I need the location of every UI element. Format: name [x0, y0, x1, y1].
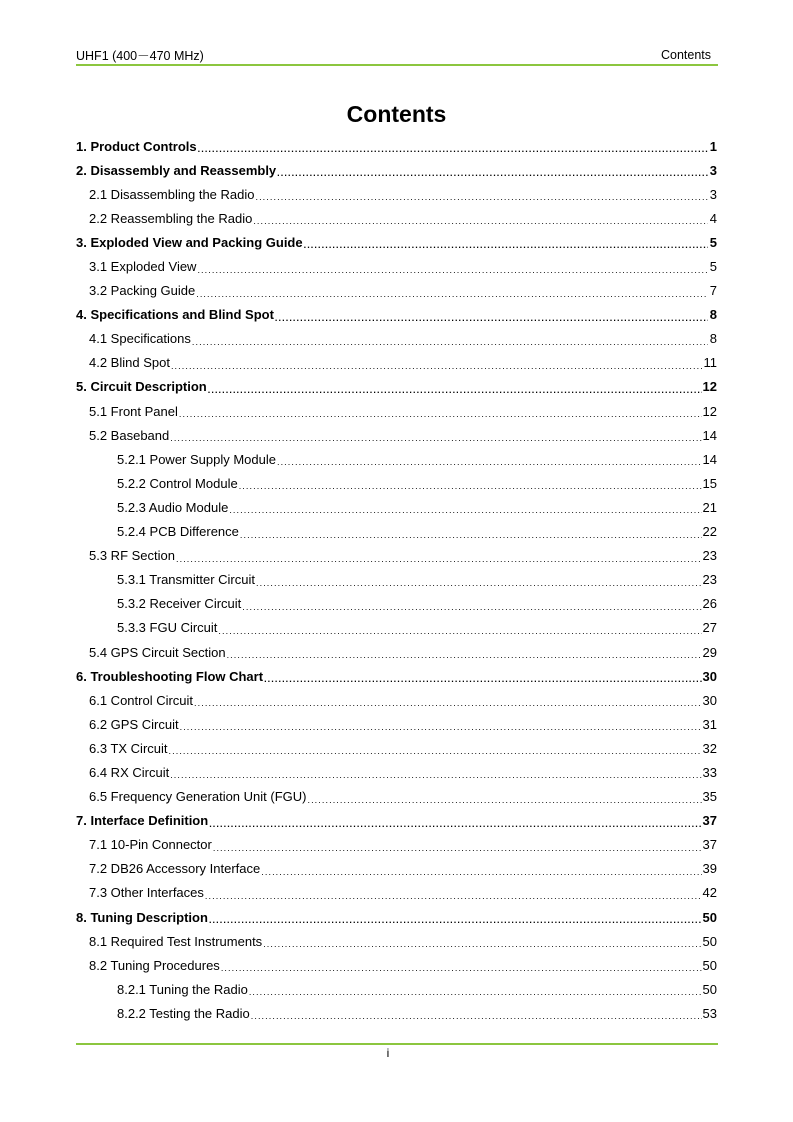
toc-entry[interactable] — [76, 399, 717, 423]
toc-entry-label: 4.1 Specifications — [89, 331, 191, 347]
toc-entry[interactable] — [76, 953, 717, 977]
toc-entry-page: 29 — [702, 644, 717, 660]
toc-dot-leader — [261, 867, 701, 877]
toc-entry[interactable] — [76, 230, 717, 254]
toc-dot-leader — [213, 843, 702, 853]
toc-entry-page: 12 — [702, 379, 717, 395]
toc-dot-leader — [176, 554, 702, 564]
toc-dot-leader — [196, 289, 708, 299]
toc-entry-label: 5.4 GPS Circuit Section — [89, 644, 226, 660]
header-document-title: UHF1 (400－470 MHz) — [76, 49, 204, 63]
toc-entry-label: 7.3 Other Interfaces — [89, 885, 204, 901]
toc-entry-page: 7 — [709, 283, 717, 299]
header-section-title: Contents — [660, 48, 711, 62]
toc-entry[interactable] — [76, 327, 717, 351]
toc-entry[interactable] — [76, 351, 717, 375]
toc-entry[interactable] — [76, 977, 717, 1001]
toc-entry-page: 30 — [702, 692, 717, 708]
toc-entry-page: 53 — [702, 1005, 717, 1021]
toc-dot-leader — [171, 361, 703, 371]
toc-entry-label: 7.2 DB26 Accessory Interface — [89, 861, 261, 877]
toc-entry-label: 6.1 Control Circuit — [89, 692, 194, 708]
toc-entry-label: 5.3.3 FGU Circuit — [117, 620, 218, 636]
toc-entry[interactable] — [76, 471, 717, 495]
toc-entry-page: 1 — [709, 138, 717, 154]
toc-dot-leader — [218, 626, 701, 636]
toc-entry[interactable] — [76, 785, 717, 809]
toc-dot-leader — [255, 192, 708, 202]
toc-entry-label: 5.3.2 Receiver Circuit — [117, 596, 242, 612]
toc-dot-leader — [307, 795, 701, 805]
toc-entry-page: 50 — [702, 933, 717, 949]
toc-entry-page: 26 — [702, 596, 717, 612]
toc-entry[interactable] — [76, 447, 717, 471]
toc-dot-leader — [227, 650, 702, 660]
toc-dot-leader — [170, 770, 701, 780]
toc-entry-page: 37 — [702, 813, 717, 829]
toc-entry-label: 5.2 Baseband — [89, 427, 170, 443]
toc-entry[interactable] — [76, 568, 717, 592]
toc-entry[interactable] — [76, 929, 717, 953]
toc-entry[interactable] — [76, 206, 717, 230]
toc-entry-page: 8 — [709, 307, 717, 323]
toc-entry-page: 39 — [702, 861, 717, 877]
toc-dot-leader — [264, 674, 701, 684]
toc-entry-page: 14 — [702, 427, 717, 443]
toc-dot-leader — [205, 891, 702, 901]
toc-dot-leader — [229, 505, 701, 515]
toc-entry[interactable] — [76, 664, 717, 688]
toc-entry-page: 33 — [702, 764, 717, 780]
toc-entry-label: 6.3 TX Circuit — [89, 740, 168, 756]
toc-entry-page: 23 — [702, 572, 717, 588]
toc-entry[interactable] — [76, 544, 717, 568]
toc-dot-leader — [197, 265, 708, 275]
toc-entry-label: 5.2.3 Audio Module — [117, 499, 229, 515]
header-rule — [76, 64, 718, 66]
toc-dot-leader — [169, 746, 702, 756]
toc-entry[interactable] — [76, 423, 717, 447]
toc-entry[interactable] — [76, 303, 717, 327]
toc-entry-label: 4.2 Blind Spot — [89, 355, 170, 371]
toc-dot-leader — [242, 602, 701, 612]
toc-entry-label: 1. Product Controls — [76, 138, 197, 154]
toc-entry-page: 4 — [709, 210, 717, 226]
toc-entry-page: 35 — [702, 789, 717, 805]
toc-entry-page: 3 — [709, 186, 717, 202]
toc-entry-label: 5. Circuit Description — [76, 379, 207, 395]
toc-entry[interactable] — [76, 688, 717, 712]
toc-entry[interactable] — [76, 134, 717, 158]
toc-entry-label: 2.1 Disassembling the Radio — [89, 186, 255, 202]
toc-entry[interactable] — [76, 760, 717, 784]
toc-dot-leader — [208, 385, 702, 395]
toc-dot-leader — [277, 168, 708, 178]
toc-entry[interactable] — [76, 520, 717, 544]
toc-entry-label: 8.1 Required Test Instruments — [89, 933, 263, 949]
toc-entry-label: 8.2 Tuning Procedures — [89, 957, 220, 973]
toc-dot-leader — [209, 819, 701, 829]
toc-entry-label: 6.5 Frequency Generation Unit (FGU) — [89, 789, 307, 805]
page-header — [76, 46, 717, 64]
toc-entry[interactable] — [76, 375, 717, 399]
toc-entry-label: 5.3 RF Section — [89, 548, 175, 564]
toc-entry-label: 5.2.4 PCB Difference — [117, 524, 239, 540]
toc-entry[interactable] — [76, 905, 717, 929]
toc-entry-page: 3 — [709, 162, 717, 178]
toc-entry-label: 7.1 10-Pin Connector — [89, 837, 212, 853]
toc-entry-page: 23 — [702, 548, 717, 564]
toc-dot-leader — [240, 530, 702, 540]
toc-entry-label: 3.2 Packing Guide — [89, 283, 196, 299]
toc-entry[interactable] — [76, 712, 717, 736]
table-of-contents — [76, 134, 717, 1025]
toc-dot-leader — [180, 722, 702, 732]
toc-entry-page: 37 — [702, 837, 717, 853]
toc-entry-label: 5.2.1 Power Supply Module — [117, 451, 276, 467]
toc-dot-leader — [170, 433, 701, 443]
toc-entry-page: 50 — [702, 981, 717, 997]
toc-entry-page: 12 — [702, 403, 717, 419]
toc-entry-page: 11 — [703, 355, 717, 371]
toc-entry-label: 5.3.1 Transmitter Circuit — [117, 572, 255, 588]
toc-dot-leader — [198, 144, 708, 154]
toc-entry[interactable] — [76, 279, 717, 303]
toc-dot-leader — [263, 939, 701, 949]
page-title: Contents — [346, 101, 447, 127]
toc-entry-page: 31 — [702, 716, 717, 732]
toc-dot-leader — [249, 987, 702, 997]
toc-entry[interactable] — [76, 809, 717, 833]
toc-dot-leader — [275, 313, 708, 323]
toc-entry-label: 8. Tuning Description — [76, 909, 208, 925]
toc-entry-page: 42 — [702, 885, 717, 901]
toc-dot-leader — [221, 963, 702, 973]
toc-entry[interactable] — [76, 881, 717, 905]
toc-entry-label: 2.2 Reassembling the Radio — [89, 210, 253, 226]
toc-entry[interactable] — [76, 1001, 717, 1025]
toc-entry[interactable] — [76, 182, 717, 206]
toc-dot-leader — [251, 1011, 702, 1021]
toc-dot-leader — [239, 481, 702, 491]
toc-dot-leader — [194, 698, 701, 708]
toc-entry-label: 3. Exploded View and Packing Guide — [76, 234, 303, 250]
toc-entry-label: 8.2.1 Tuning the Radio — [117, 981, 248, 997]
toc-entry[interactable] — [76, 857, 717, 881]
toc-entry-label: 5.2.2 Control Module — [117, 475, 238, 491]
toc-entry-label: 6.2 GPS Circuit — [89, 716, 179, 732]
toc-dot-leader — [192, 337, 708, 347]
toc-dot-leader — [209, 915, 702, 925]
toc-dot-leader — [253, 216, 708, 226]
toc-dot-leader — [277, 457, 702, 467]
footer-rule — [76, 1043, 718, 1045]
toc-entry-page: 50 — [702, 957, 717, 973]
toc-entry[interactable] — [76, 495, 717, 519]
toc-entry-page: 50 — [702, 909, 717, 925]
toc-entry-label: 7. Interface Definition — [76, 813, 209, 829]
toc-entry-page: 30 — [702, 668, 717, 684]
toc-entry[interactable] — [76, 736, 717, 760]
toc-entry-label: 6.4 RX Circuit — [89, 764, 170, 780]
toc-entry-label: 8.2.2 Testing the Radio — [117, 1005, 250, 1021]
toc-entry-label: 4. Specifications and Blind Spot — [76, 307, 274, 323]
toc-entry-page: 14 — [702, 451, 717, 467]
toc-entry-page: 15 — [702, 475, 717, 491]
toc-entry[interactable] — [76, 254, 717, 278]
toc-entry-page: 22 — [702, 524, 717, 540]
toc-entry[interactable] — [76, 158, 717, 182]
toc-entry-page: 5 — [709, 259, 717, 275]
toc-entry-label: 5.1 Front Panel — [89, 403, 178, 419]
toc-dot-leader — [304, 240, 708, 250]
footer-page-number: i — [386, 1046, 390, 1060]
toc-entry-page: 27 — [702, 620, 717, 636]
toc-entry-label: 6. Troubleshooting Flow Chart — [76, 668, 264, 684]
toc-entry[interactable] — [76, 833, 717, 857]
toc-dot-leader — [256, 578, 702, 588]
toc-entry-page: 21 — [702, 499, 717, 515]
toc-entry[interactable] — [76, 616, 717, 640]
toc-entry-page: 5 — [709, 234, 717, 250]
toc-dot-leader — [179, 409, 702, 419]
toc-entry-label: 2. Disassembly and Reassembly — [76, 162, 277, 178]
toc-entry[interactable] — [76, 592, 717, 616]
toc-entry-page: 32 — [702, 740, 717, 756]
toc-entry-label: 3.1 Exploded View — [89, 259, 197, 275]
toc-entry[interactable] — [76, 640, 717, 664]
toc-entry-page: 8 — [709, 331, 717, 347]
